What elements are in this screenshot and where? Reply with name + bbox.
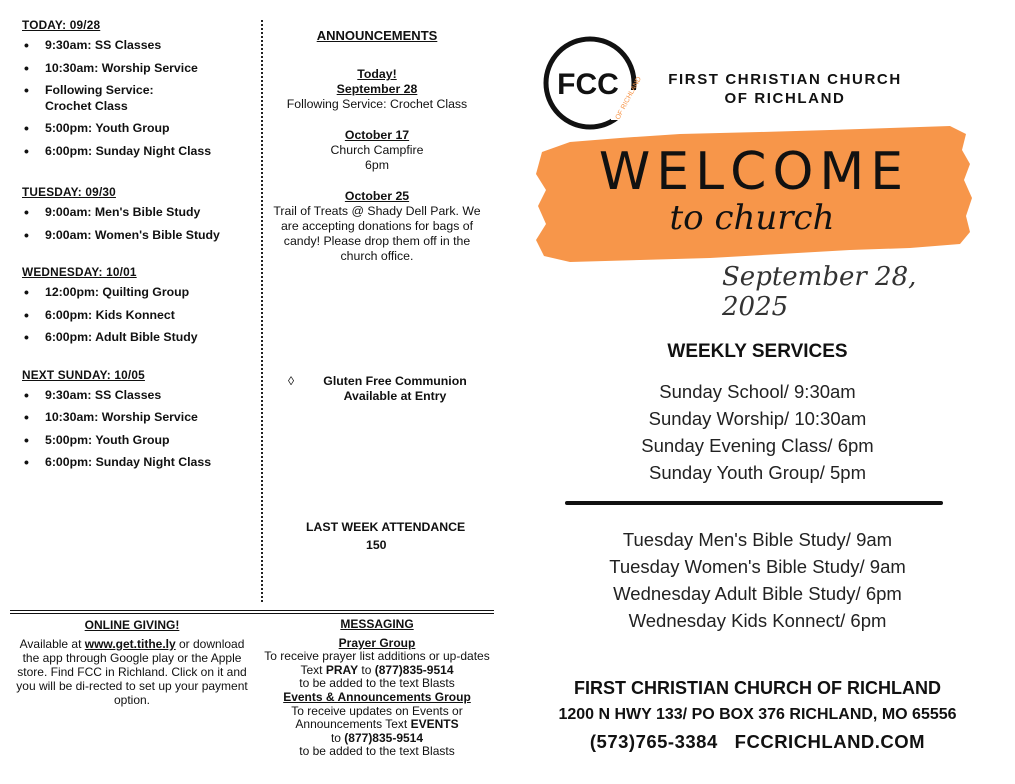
day-heading: NEXT SUNDAY: 10/05 <box>22 367 145 382</box>
giving-text <box>10 637 254 707</box>
prayer-text-2: to <box>358 662 375 677</box>
event-item: • 10:30am: Worship Service <box>22 61 254 77</box>
event-item: • 10:30am: Worship Service <box>22 410 254 426</box>
announcement-date: September 28 <box>336 82 418 96</box>
sunday-services <box>520 378 995 486</box>
attendance <box>290 518 490 554</box>
events-keyword: EVENTS <box>410 717 459 732</box>
announcement-heading: October 17 <box>344 128 410 142</box>
service-item: Tuesday Women's Bible Study/ 9am <box>609 556 906 577</box>
prayer-phone: (877)835-9514 <box>374 662 454 677</box>
dotted-divider <box>261 20 263 602</box>
announcement-text: Trail of Treats @ Shady Dell Park. We are accepting donations for bags of candy! Please drop them off in the church office. <box>273 204 481 263</box>
service-item: Sunday Youth Group/ 5pm <box>648 462 867 483</box>
midweek-services <box>520 526 995 634</box>
messaging <box>262 618 492 759</box>
to-church-script: to church <box>669 198 835 238</box>
prayer-text-1: To receive prayer list additions or up-dates Text <box>264 649 490 677</box>
announcements-title: ANNOUNCEMENTS <box>316 28 438 43</box>
event-item: • 5:00pm: Youth Group <box>22 433 254 449</box>
events-text-3: to be added to the text Blasts <box>299 744 455 759</box>
service-item: Wednesday Adult Bible Study/ 6pm <box>613 583 902 604</box>
day-events <box>22 285 254 346</box>
day-block-tuesday <box>22 185 254 243</box>
attendance-label: LAST WEEK ATTENDANCE <box>306 520 466 534</box>
day-block-wednesday <box>22 265 254 346</box>
announcement-item <box>264 67 490 112</box>
event-item: • 5:00pm: Youth Group <box>22 121 254 137</box>
events-text-1: To receive updates on Events or Announcements Text <box>291 703 463 732</box>
logo-subtext: OF RICHLAND <box>614 75 644 121</box>
day-heading: TUESDAY: 09/30 <box>22 185 116 199</box>
event-item: • 9:00am: Women's Bible Study <box>22 228 254 244</box>
footer-phone: (573)765-3384 <box>589 731 718 752</box>
tithely-link[interactable]: www.get.tithe.ly <box>84 637 176 651</box>
day-events <box>22 205 254 243</box>
services-divider <box>565 501 943 505</box>
church-name-header <box>660 70 910 108</box>
day-heading: TODAY: 09/28 <box>22 18 101 32</box>
service-item: Wednesday Kids Konnect/ 6pm <box>628 610 887 631</box>
church-name-line1: FIRST CHRISTIAN CHURCH <box>668 71 902 88</box>
event-item: • 9:00am: Men's Bible Study <box>22 205 254 221</box>
footer-website[interactable]: FCCRICHLAND.COM <box>734 731 926 752</box>
day-block-next-sunday <box>22 368 254 471</box>
gluten-free-text: Gluten Free Communion Available at Entry <box>323 374 467 403</box>
day-events <box>22 38 254 159</box>
section-divider <box>10 610 494 611</box>
events-phone: (877)835-9514 <box>344 730 424 745</box>
service-item: Sunday Worship/ 10:30am <box>648 408 867 429</box>
weekly-services-heading: WEEKLY SERVICES <box>667 341 848 362</box>
logo-text: FCC <box>557 68 619 101</box>
prayer-text-3: to be added to the text Blasts <box>299 676 455 691</box>
events-group-heading: Events & Announcements Group <box>283 689 471 704</box>
announcement-heading: Today! <box>357 67 397 81</box>
event-item: • 9:30am: SS Classes <box>22 388 254 404</box>
event-item: • 9:30am: SS Classes <box>22 38 254 54</box>
giving-heading: ONLINE GIVING! <box>84 618 180 632</box>
announcement-heading: October 25 <box>344 189 410 203</box>
events-text-2: to <box>330 730 345 745</box>
welcome-heading: WELCOME <box>598 142 910 202</box>
prayer-group-text <box>262 650 492 677</box>
prayer-keyword: PRAY <box>325 662 359 677</box>
section-divider <box>10 613 494 614</box>
giving-text-post: or download the app through Google play or the Apple store. Find FCC in Richland. Click on it and you will be di-rected to set up your payment option. <box>16 637 248 707</box>
gluten-free-note <box>280 374 480 404</box>
service-date: September 28, 2025 <box>722 262 917 322</box>
event-item: • 6:00pm: Sunday Night Class <box>22 144 254 160</box>
event-item: • 6:00pm: Adult Bible Study <box>22 330 254 346</box>
event-item: • 6:00pm: Kids Konnect <box>22 308 254 324</box>
prayer-group-heading: Prayer Group <box>338 635 416 650</box>
announcement-text: Church Campfire 6pm <box>330 143 424 172</box>
service-item: Sunday Evening Class/ 6pm <box>641 435 874 456</box>
event-item: • 6:00pm: Sunday Night Class <box>22 455 254 471</box>
announcement-item <box>264 189 490 264</box>
service-item: Tuesday Men's Bible Study/ 9am <box>622 529 893 550</box>
footer-church-name: FIRST CHRISTIAN CHURCH OF RICHLAND <box>574 678 941 698</box>
messaging-heading: MESSAGING <box>340 617 414 631</box>
service-item: Sunday School/ 9:30am <box>659 381 856 402</box>
fcc-logo <box>541 34 644 132</box>
announcement-text: Following Service: Crochet Class <box>286 97 468 111</box>
footer-contact <box>520 731 995 753</box>
events-phone-line <box>262 732 492 746</box>
online-giving <box>10 618 254 707</box>
weekly-schedule <box>22 18 254 485</box>
day-block-today <box>22 18 254 159</box>
day-events <box>22 388 254 471</box>
diamond-icon: ◊ <box>288 374 295 388</box>
giving-text-pre: Available at <box>19 637 85 651</box>
events-group-text <box>262 705 492 732</box>
announcements <box>264 28 490 280</box>
event-item: • 12:00pm: Quilting Group <box>22 285 254 301</box>
footer-address: 1200 N HWY 133/ PO BOX 376 RICHLAND, MO 65556 <box>558 706 957 723</box>
announcement-item <box>264 128 490 173</box>
attendance-value: 150 <box>366 538 387 552</box>
day-heading: WEDNESDAY: 10/01 <box>22 265 137 279</box>
event-item: • Following Service: Crochet Class <box>22 83 254 114</box>
church-name-line2: OF RICHLAND <box>724 90 846 107</box>
